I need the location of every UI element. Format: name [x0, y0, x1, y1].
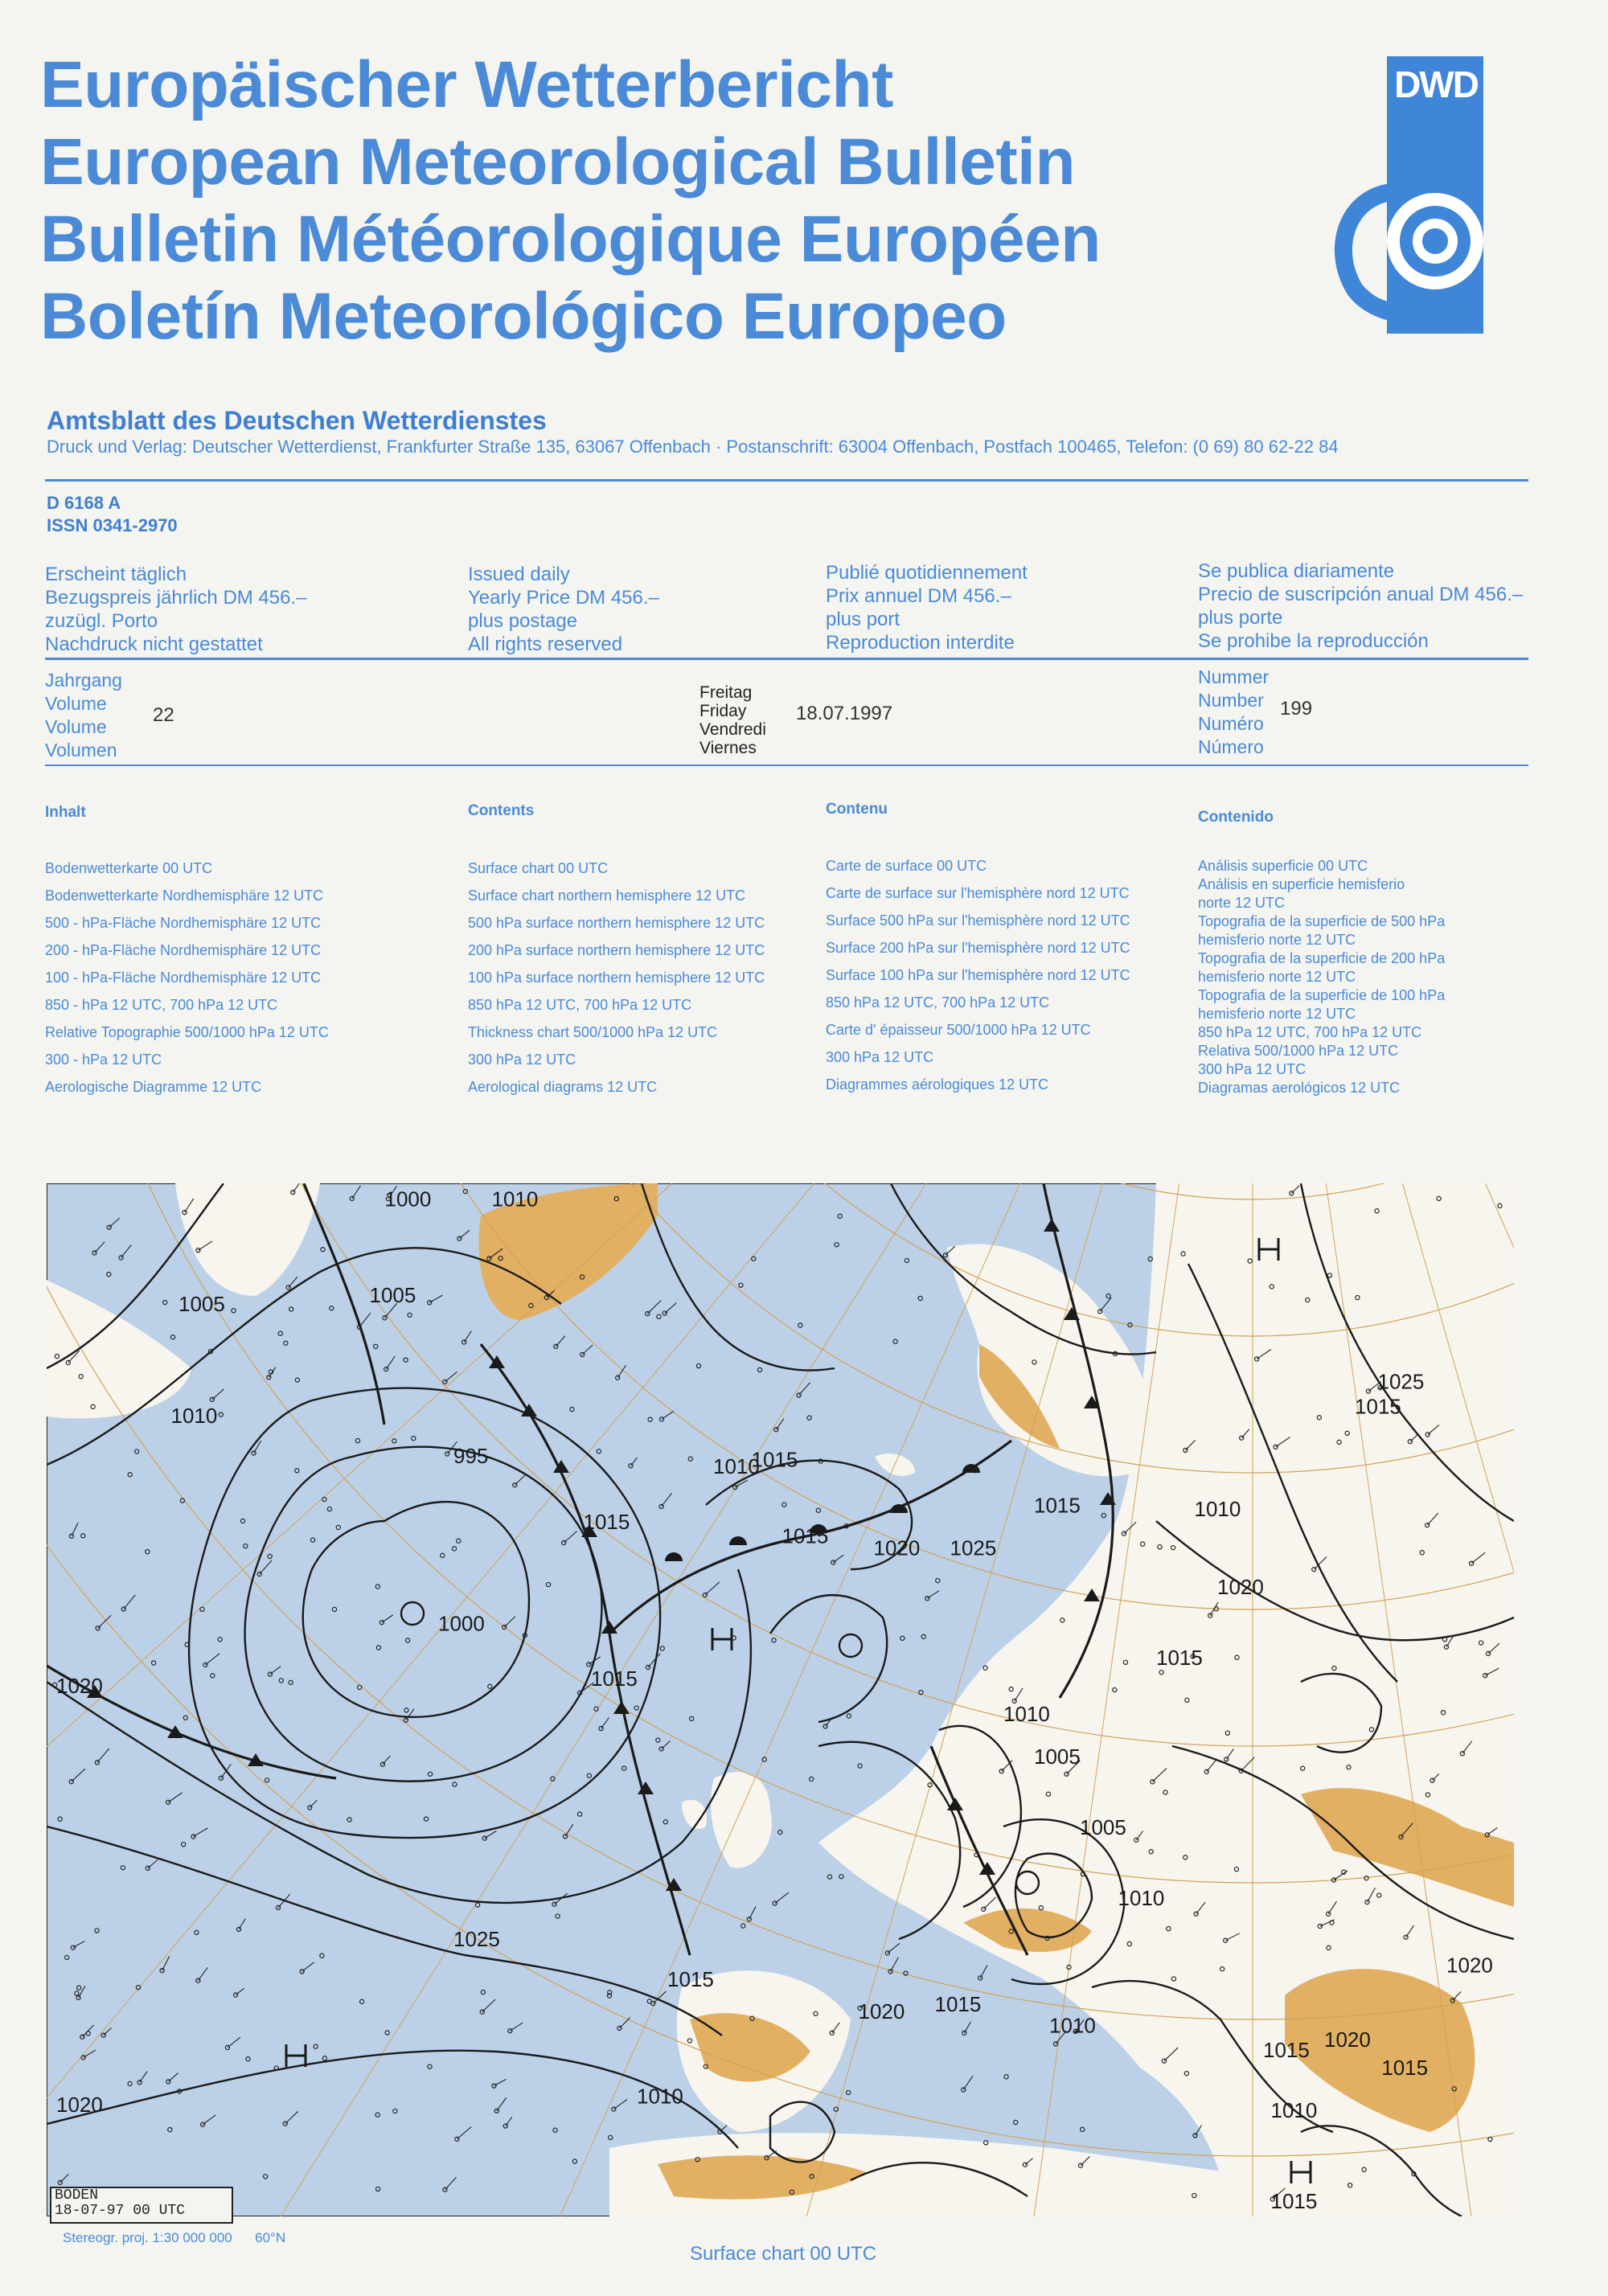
weekday-label: Viernes [699, 739, 757, 757]
publisher-line: Druck und Verlag: Deutscher Wetterdienst, Frankfurter Straße 135, 63067 Offenbach · Postanschrift: 63004 Offenbach, Postfach 100465, Telefon: (0 69) 80 62-22 84 [47, 437, 1339, 457]
projection-scale: Stereogr. proj. 1:30 000 000 [63, 2230, 232, 2245]
contents-item: 300 - hPa 12 UTC [45, 1052, 162, 1068]
isobar-label: 1010 [1049, 2013, 1096, 2038]
contents-item: Thickness chart 500/1000 hPa 12 UTC [468, 1024, 718, 1040]
issue-info-line: plus porte [1198, 607, 1283, 629]
issue-info-line: Precio de suscripción anual DM 456.– [1198, 584, 1524, 605]
isobar-label: 1015 [1381, 2056, 1429, 2081]
map-stamp-line: 18-07-97 00 UTC [55, 2203, 186, 2219]
contents-item: 850 - hPa 12 UTC, 700 hPa 12 UTC [45, 997, 278, 1013]
contents-item: 850 hPa 12 UTC, 700 hPa 12 UTC [826, 994, 1050, 1011]
contents-item: hemisferio norte 12 UTC [1198, 969, 1356, 985]
contents-item: norte 12 UTC [1198, 895, 1286, 911]
isobar-label: 1005 [1034, 1745, 1081, 1769]
d-code: D 6168 A [47, 493, 121, 513]
contents-item: Carte de surface 00 UTC [826, 858, 987, 874]
number-label: Nummer [1198, 666, 1270, 687]
isobar-label: 1020 [1217, 1574, 1264, 1599]
map-stamp-line: BODEN [55, 2187, 99, 2204]
divider [45, 658, 1528, 660]
projection-latitude: 60°N [255, 2230, 286, 2245]
issue-info-line: Reproduction interdite [826, 632, 1015, 654]
title-en: European Meteorological Bulletin [40, 125, 1076, 199]
contents-item: Surface 100 hPa sur l'hemisphère nord 12 UTC [826, 967, 1130, 983]
isobar-label: 1000 [384, 1187, 432, 1212]
issue-info-line: zuzügl. Porto [45, 610, 158, 632]
contents-item: Relative Topographie 500/1000 hPa 12 UTC [45, 1024, 329, 1040]
issue-info-line: plus postage [468, 610, 578, 632]
bulletin-titles [40, 47, 1101, 355]
volume-label: Jahrgang [45, 670, 122, 691]
isobar-label: 1010 [1270, 2098, 1318, 2122]
contents-item: Análisis superficie 00 UTC [1198, 858, 1368, 874]
contents-item: Bodenwetterkarte Nordhemisphäre 12 UTC [45, 888, 324, 904]
isobar-label: 1015 [583, 1509, 630, 1534]
weekday-label: Vendredi [699, 720, 766, 739]
issn: ISSN 0341-2970 [47, 515, 178, 535]
contents-item: Surface chart northern hemisphere 12 UTC [468, 888, 746, 904]
contents-item: 300 hPa 12 UTC [1198, 1061, 1306, 1077]
contents-list-de [45, 855, 329, 1101]
contents-item: 500 - hPa-Fläche Nordhemisphäre 12 UTC [45, 915, 322, 931]
issue-info-fr [826, 561, 1028, 654]
issue-info-line: Yearly Price DM 456.– [468, 587, 659, 609]
issue-info-line: plus port [826, 609, 900, 630]
contents-item: Topografia de la superficie de 200 hPa [1198, 950, 1446, 966]
volume-label: Volumen [45, 740, 117, 761]
contents-item: Topografia de la superficie de 100 hPa [1198, 987, 1446, 1003]
isobar-label: 1025 [1377, 1369, 1425, 1394]
isobar-label: 1015 [1034, 1493, 1081, 1518]
weekday-label: Freitag [699, 683, 753, 702]
isobar-label: 1010 [170, 1403, 218, 1428]
spiral-icon [1298, 56, 1485, 334]
isobar-label: 1015 [1156, 1645, 1203, 1670]
volume-labels [45, 669, 122, 762]
contents-item: 200 hPa surface northern hemisphere 12 UTC [468, 942, 765, 958]
contents-item: Topografia de la superficie de 500 hPa [1198, 913, 1446, 929]
map-caption: Surface chart 00 UTC [690, 2243, 877, 2265]
isobar-label: 1020 [873, 1535, 921, 1560]
contents-item: Diagrammes aérologiques 12 UTC [826, 1076, 1049, 1093]
contents-item: Análisis en superficie hemisferio [1198, 876, 1405, 892]
isobar-label: 1020 [56, 2092, 103, 2117]
contents-item: Carte de surface sur l'hemisphère nord 12 UTC [826, 885, 1130, 901]
issue-info-line: Erscheint täglich [45, 564, 187, 585]
contents-heading-en: Contents [468, 802, 535, 819]
weekday-labels [699, 683, 766, 757]
number-label: Número [1198, 736, 1264, 757]
contents-item: 200 - hPa-Fläche Nordhemisphäre 12 UTC [45, 942, 322, 958]
issue-info-line: Se publica diariamente [1198, 560, 1395, 582]
isobar-label: 1010 [1003, 1702, 1050, 1727]
contents-item: Surface 200 hPa sur l'hemisphère nord 12 UTC [826, 940, 1130, 956]
map-stamp [50, 2187, 233, 2224]
volume-label: Volume [45, 716, 107, 737]
issue-info-es [1198, 560, 1523, 653]
isobar-label: 1005 [178, 1291, 225, 1316]
contents-item: Aerologische Diagramme 12 UTC [45, 1079, 262, 1095]
logo-text: DWD [1394, 64, 1478, 105]
contents-item: Carte d' épaisseur 500/1000 hPa 12 UTC [826, 1022, 1091, 1038]
isobar-label: 1015 [1355, 1394, 1401, 1419]
contents-item: hemisferio norte 12 UTC [1198, 1006, 1356, 1022]
isobar-label: 1015 [667, 1967, 714, 1992]
isobar-label: 1025 [453, 1927, 500, 1952]
issue-info-line: Prix annuel DM 456.– [826, 585, 1011, 607]
projection-note [63, 2230, 285, 2246]
contents-item: Surface 500 hPa sur l'hemisphère nord 12 UTC [826, 912, 1130, 929]
isobar-label: 1010 [1194, 1497, 1241, 1521]
contents-item: 100 - hPa-Fläche Nordhemisphäre 12 UTC [45, 970, 322, 986]
isobar-label: 1015 [591, 1667, 638, 1691]
number-labels [1198, 666, 1269, 759]
title-es: Boletín Meteorológico Europeo [40, 280, 1007, 353]
contents-list-fr [826, 852, 1130, 1098]
isobar-label: 1020 [1324, 2027, 1371, 2052]
contents-item: 300 hPa 12 UTC [468, 1052, 576, 1068]
number-label: Number [1198, 690, 1264, 711]
contents-item: 300 hPa 12 UTC [826, 1049, 934, 1065]
contents-item: 850 hPa 12 UTC, 700 hPa 12 UTC [468, 997, 692, 1013]
isobar-label: 1015 [1270, 2189, 1318, 2213]
volume-label: Volume [45, 693, 107, 714]
issue-info-line: Se prohibe la reproducción [1198, 630, 1429, 652]
contents-item: Relativa 500/1000 hPa 12 UTC [1198, 1043, 1399, 1059]
isobar-label: 1005 [369, 1283, 416, 1308]
isobar-label: 1015 [751, 1447, 798, 1472]
isobar-label: 1015 [781, 1523, 829, 1548]
contents-heading-de: Inhalt [45, 804, 86, 821]
isobar-label: 1010 [637, 2084, 683, 2109]
issue-info-line: Issued daily [468, 564, 570, 585]
issue-info-line: Bezugspreis jährlich DM 456.– [45, 587, 307, 609]
issue-info-line: Publié quotidiennement [826, 562, 1028, 584]
divider [45, 479, 1528, 482]
isobar-label: 1010 [491, 1187, 539, 1212]
isobar-label: 995 [453, 1444, 489, 1468]
isobar-label: 1010 [1118, 1886, 1165, 1910]
issue-number: 199 [1280, 698, 1313, 720]
isobar-label: 1005 [1080, 1815, 1126, 1839]
subtitle: Amtsblatt des Deutschen Wetterdienstes [47, 406, 547, 435]
isobar-label: 1015 [1263, 2038, 1310, 2063]
isobar-label: 1020 [858, 1999, 905, 2023]
dwd-logo [1298, 56, 1485, 334]
isobar-label: 1015 [934, 1992, 982, 2016]
isobar-label: 1010 [713, 1454, 760, 1479]
volume-value: 22 [153, 704, 174, 726]
isobar-label: 1025 [950, 1535, 997, 1560]
isobar-label: 1000 [438, 1611, 485, 1636]
title-de: Europäischer Wetterbericht [40, 48, 893, 121]
issue-info-line: All rights reserved [468, 633, 623, 655]
issue-info-de [45, 563, 307, 656]
contents-item: 850 hPa 12 UTC, 700 hPa 12 UTC [1198, 1024, 1422, 1040]
title-fr: Bulletin Météorologique Européen [40, 203, 1101, 276]
contents-item: 100 hPa surface northern hemisphere 12 UTC [468, 970, 765, 986]
surface-weather-map [47, 1183, 1514, 2216]
issue-date: 18.07.1997 [796, 703, 893, 724]
number-label: Numéro [1198, 713, 1264, 734]
contents-item: Aerological diagrams 12 UTC [468, 1079, 658, 1095]
weekday-label: Friday [699, 702, 747, 720]
contents-item: Surface chart 00 UTC [468, 860, 609, 876]
divider [45, 765, 1528, 766]
contents-item: hemisferio norte 12 UTC [1198, 932, 1356, 948]
isobar-label: 1020 [56, 1674, 103, 1698]
publication-codes [47, 492, 178, 537]
contents-item: Bodenwetterkarte 00 UTC [45, 860, 213, 876]
contents-heading-fr: Contenu [826, 801, 888, 818]
contents-list-en [468, 855, 765, 1101]
contents-heading-es: Contenido [1198, 809, 1274, 826]
isobar-label: 1020 [1446, 1953, 1493, 1978]
issue-info-en [468, 563, 659, 656]
issue-info-line: Nachdruck nicht gestattet [45, 633, 263, 655]
contents-item: Diagramas aerológicos 12 UTC [1198, 1080, 1401, 1096]
contents-item: 500 hPa surface northern hemisphere 12 UTC [468, 915, 765, 931]
contents-list-es [1198, 857, 1445, 1097]
